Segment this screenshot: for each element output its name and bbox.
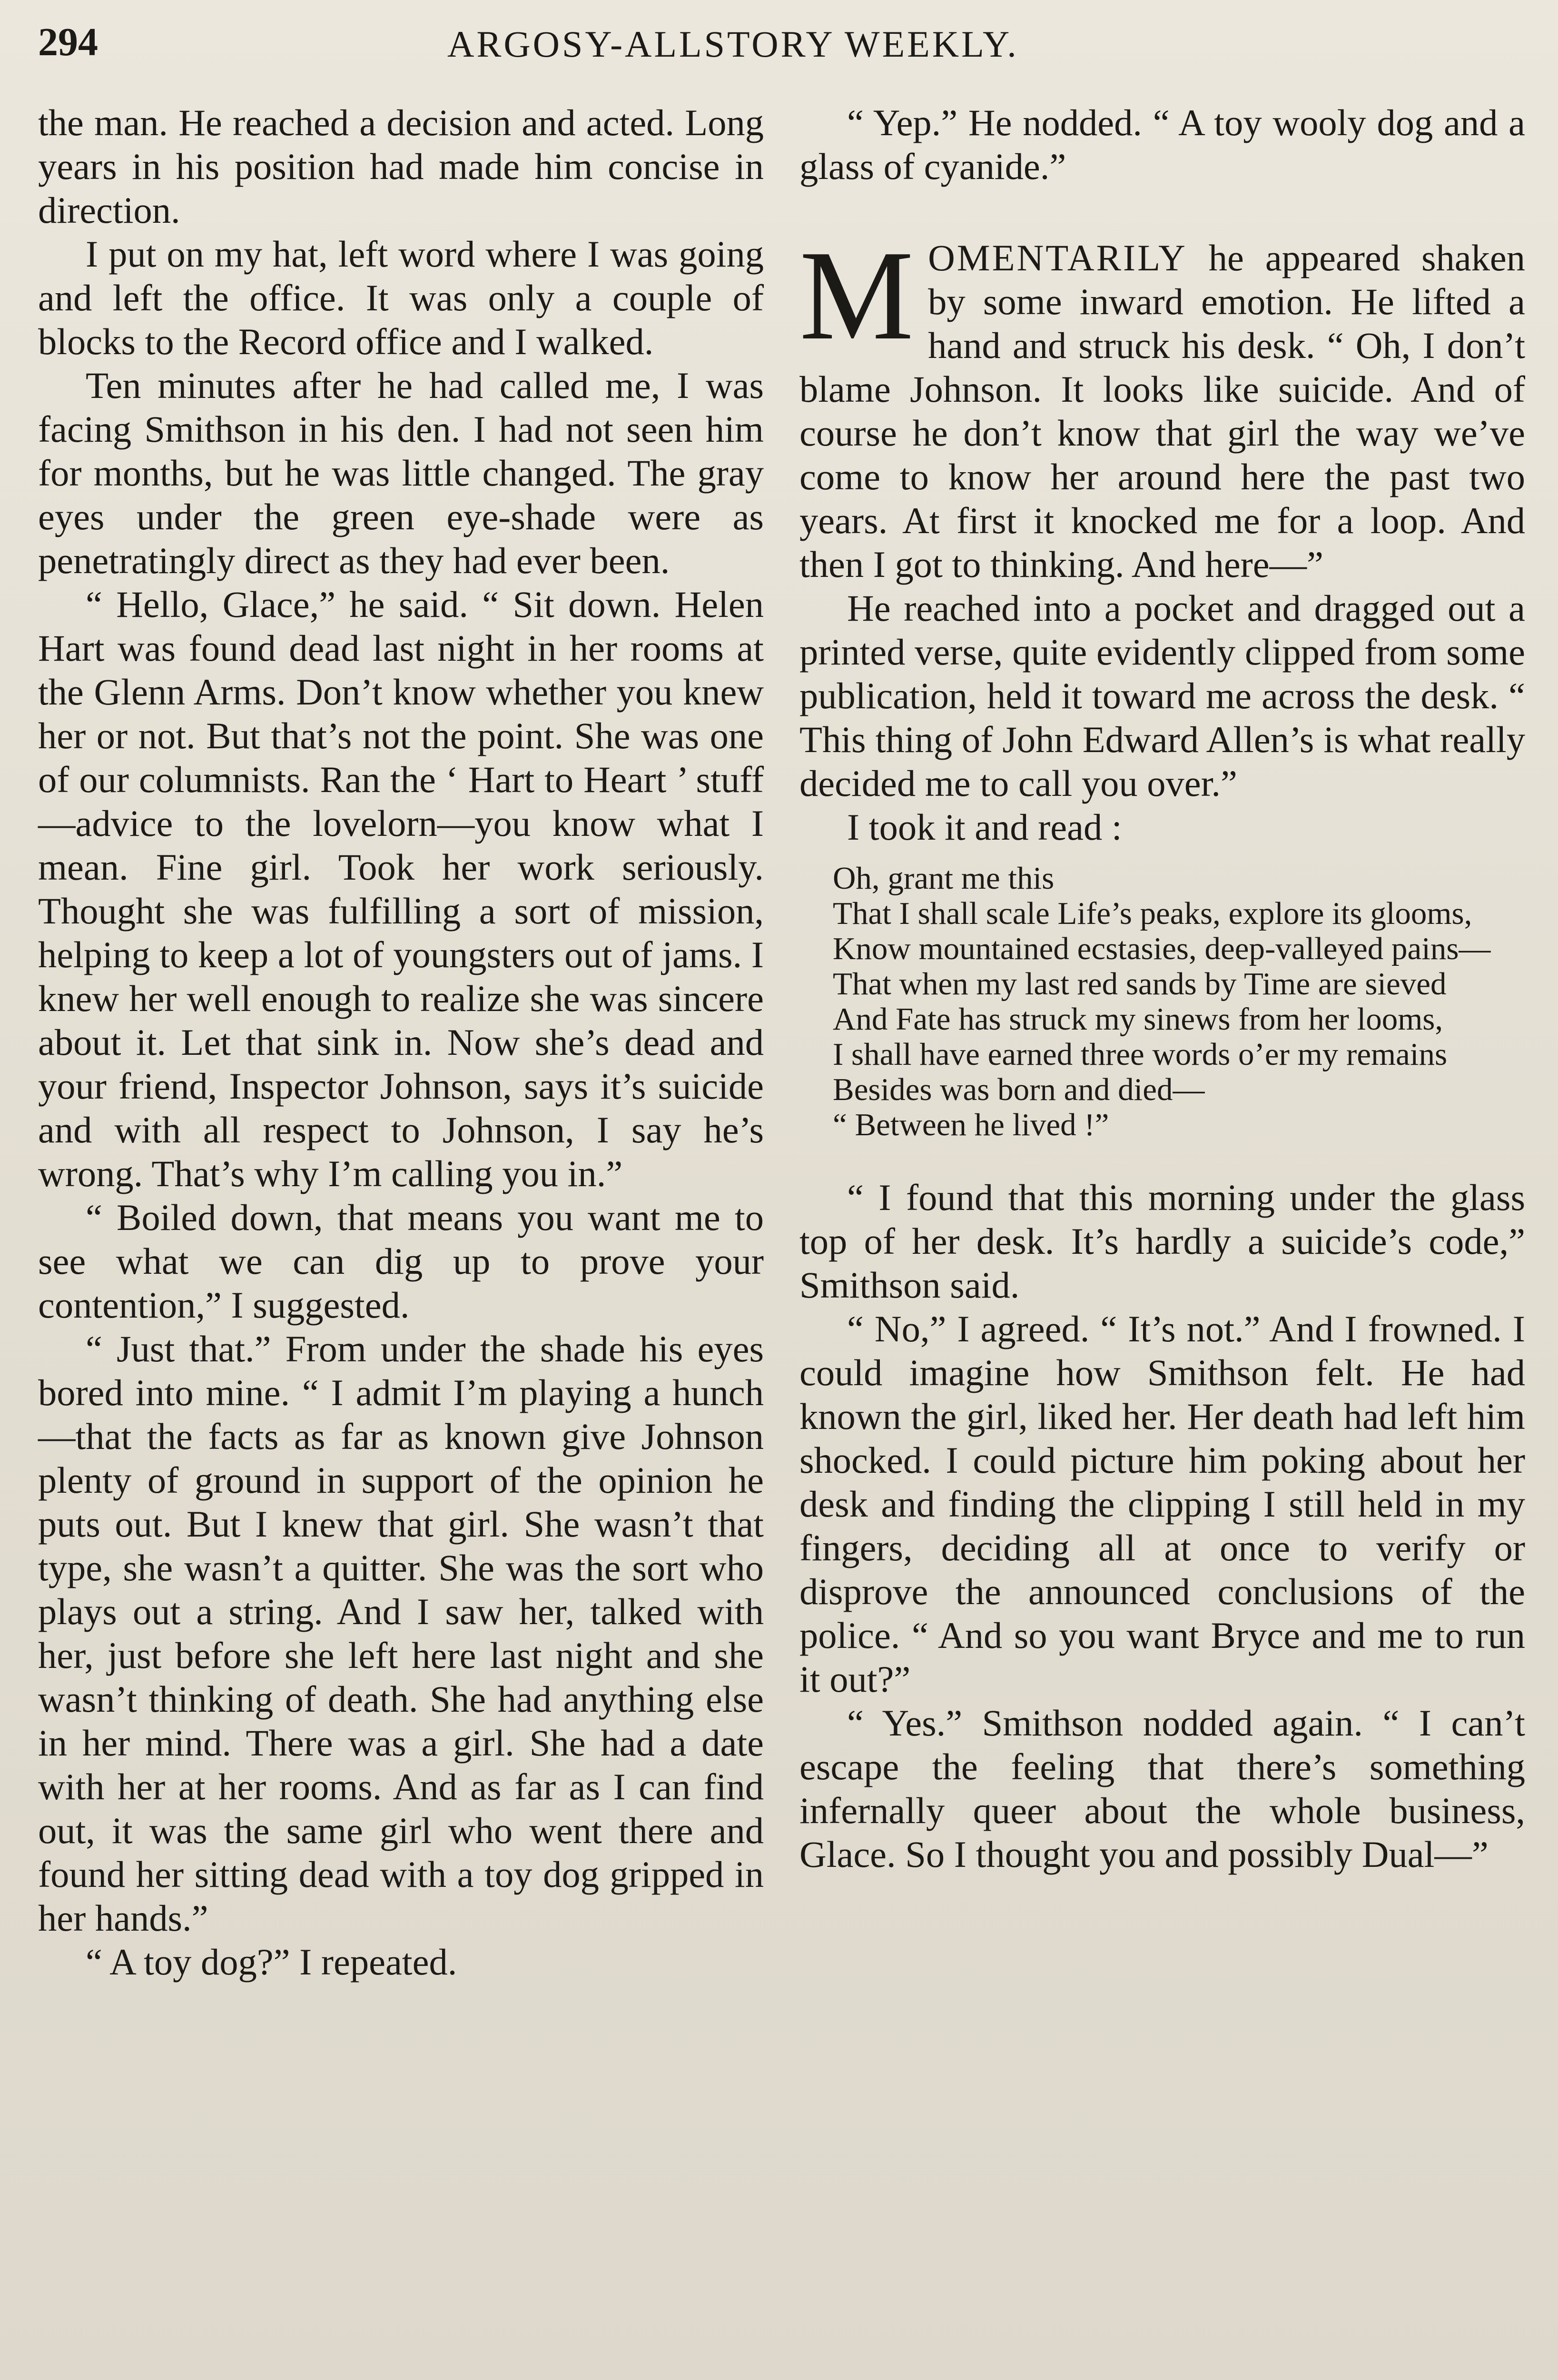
poem-line: I shall have earned three words o’er my remains: [833, 1037, 1448, 1072]
paragraph: the man. He reached a decision and acted. Long years in his position had made him concise in direction.: [38, 102, 764, 231]
paragraph: He reached into a pocket and dragged out a printed verse, quite evidently clipped from some publication, held it toward me across the desk. “ This thing of John Edward Allen’s is what really decided me to call you over.”: [799, 587, 1525, 804]
right-column: [799, 101, 1525, 1876]
paragraph: I took it and read :: [847, 806, 1122, 848]
poem-line: Besides was born and died—: [833, 1072, 1205, 1107]
page-number: 294: [38, 20, 98, 64]
paragraph: “ Yep.” He nodded. “ A toy wooly dog and a glass of cyanide.”: [799, 102, 1525, 187]
page-header: [38, 19, 1520, 76]
paragraph: “ Hello, Glace,” he said. “ Sit down. Helen Hart was found dead last night in her rooms at the Glenn Arms. Don’t know whether you knew her or not. But that’s not the point. She was one of our columnists. Ran the ‘ Hart to Heart ’ stuff—advice to the lovelorn—you know what I mean. Fine girl. Took her work seriously. Thought she was fulfilling a sort of mission, helping to keep a lot of youngsters out of jams. I knew her well enough to realize she was sincere about it. Let that sink in. Now she’s dead and your friend, Inspector Johnson, says it’s suicide and with all respect to Johnson, I say he’s wrong. That’s why I’m calling you in.”: [38, 584, 764, 1194]
poem-line: Know mountained ecstasies, deep-valleyed pains—: [833, 931, 1491, 966]
paragraph: “ No,” I agreed. “ It’s not.” And I frowned. I could imagine how Smithson felt. He had known the girl, liked her. Her death had left him shocked. I could picture him poking about her desk and finding the clipping I still held in my fingers, deciding all at once to verify or disprove the announced conclusions of the police. “ And so you want Bryce and me to run it out?”: [799, 1308, 1525, 1700]
poem-line: “ Between he lived !”: [833, 1107, 1109, 1142]
dropcap-paragraph-text: he appeared shaken by some inward emotion. He lifted a hand and struck his desk. “ Oh, I don’t blame Johnson. It looks like suicide. And of course he don’t know that girl the way we’ve come to know her around here the past two years. At first it knocked me for a loop. And then I got to thinking. And here—”: [799, 237, 1525, 585]
dropcap-paragraph: [799, 224, 1525, 586]
poem-line: That when my last red sands by Time are sieved: [833, 966, 1447, 1002]
paragraph: “ Just that.” From under the shade his eyes bored into mine. “ I admit I’m playing a hunch—that the facts as far as known give Johnson plenty of ground in support of the opinion he puts out. But I knew that girl. She wasn’t that type, she wasn’t a quitter. She was the sort who plays out a string. And I saw her, talked with her, just before she left here last night and she wasn’t thinking of death. She had anything else in her mind. There was a girl. She had a date with her at her rooms. And as far as I can find out, it was the same girl who went there and found her sitting dead with a toy dog gripped in her hands.”: [38, 1328, 764, 1939]
paragraph: “ Boiled down, that means you want me to see what we can dig up to prove your contention,” I suggested.: [38, 1197, 764, 1326]
poem-block: [833, 861, 1525, 1142]
small-caps-lead: OMENTARILY: [928, 237, 1187, 278]
running-head: ARGOSY-ALLSTORY WEEKLY.: [447, 23, 1019, 65]
drop-cap: M: [799, 224, 914, 367]
poem-line: Oh, grant me this: [833, 861, 1055, 896]
paragraph: “ I found that this morning under the glass top of her desk. It’s hardly a suicide’s code,” Smithson said.: [799, 1177, 1525, 1306]
poem-line: And Fate has struck my sinews from her looms,: [833, 1002, 1443, 1037]
paragraph: “ Yes.” Smithson nodded again. “ I can’t escape the feeling that there’s something infernally queer about the whole business, Glace. So I thought you and possibly Dual—”: [799, 1702, 1525, 1875]
paragraph: I put on my hat, left word where I was going and left the office. It was only a couple of blocks to the Record office and I walked.: [38, 233, 764, 362]
paragraph: “ A toy dog?” I repeated.: [86, 1941, 457, 1983]
poem-line: That I shall scale Life’s peaks, explore its glooms,: [833, 896, 1472, 931]
paragraph: Ten minutes after he had called me, I was facing Smithson in his den. I had not seen him for months, but he was little changed. The gray eyes under the green eye-shade were as penetratingly direct as they had ever been.: [38, 365, 764, 581]
left-column: [38, 101, 764, 1984]
